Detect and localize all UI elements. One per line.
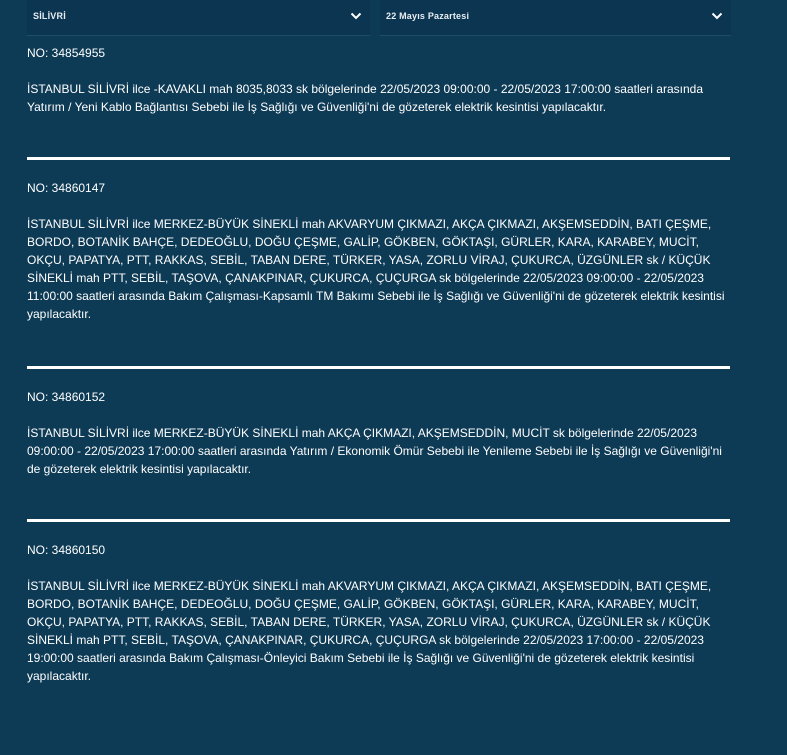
notice-text: İSTANBUL SİLİVRİ ilce MERKEZ-BÜYÜK SİNEKLİ mah AKÇA ÇIKMAZI, AKŞEMSEDDİN, MUCİT sk bölgelerinde 22/05/2023 09:00:00 - 22/05/2023 17:00:00 saatleri arasında Yatırım / Ekonomik Ömür Sebebi ile Yenileme Sebebi ile İş Sağlığı ve Güvenliği'ni de gözeterek elektrik kesintisi yapılacaktır.: [27, 426, 722, 476]
outage-notice: [27, 181, 731, 323]
notice-number: NO: 34860152: [27, 390, 106, 404]
date-select[interactable]: [380, 0, 731, 36]
chevron-down-icon: [350, 11, 362, 21]
notice-text: İSTANBUL SİLİVRİ ilce MERKEZ-BÜYÜK SİNEKLİ mah AKVARYUM ÇIKMAZI, AKÇA ÇIKMAZI, AKŞEMSEDDİN, BATI ÇEŞME, BORDO, BOTANİK BAHÇE, DEDEOĞLU, DOĞU ÇEŞME, GALİP, GÖKBEN, GÖKTAŞI, GÜRLER, KARA, KARABEY, MUCİT, OKÇU, PAPATYA, PTT, RAKKAS, SEBİL, TABAN DERE, TÜRKER, YASA, ZORLU VİRAJ, ÇUKURCA, ÜZGÜNLER sk / KÜÇÜK SİNEKLİ mah PTT, SEBİL, TAŞOVA, ÇANAKPINAR, ÇUKURCA, ÇUÇURGA sk bölgelerinde 22/05/2023 09:00:00 - 22/05/2023 11:00:00 saatleri arasında Bakım Çalışması-Kapsamlı TM Bakımı Sebebi ile İş Sağlığı ve Güvenliği'ni de gözeterek elektrik kesintisi yapılacaktır.: [27, 217, 725, 321]
district-select[interactable]: [27, 0, 370, 36]
notice-text: İSTANBUL SİLİVRİ ilce MERKEZ-BÜYÜK SİNEKLİ mah AKVARYUM ÇIKMAZI, AKÇA ÇIKMAZI, AKŞEMSEDDİN, BATI ÇEŞME, BORDO, BOTANİK BAHÇE, DEDEOĞLU, DOĞU ÇEŞME, GALİP, GÖKBEN, GÖKTAŞI, GÜRLER, KARA, KARABEY, MUCİT, OKÇU, PAPATYA, PTT, RAKKAS, SEBİL, TABAN DERE, TÜRKER, YASA, ZORLU VİRAJ, ÇUKURCA, ÜZGÜNLER sk / KÜÇÜK SİNEKLİ mah PTT, SEBİL, TAŞOVA, ÇANAKPINAR, ÇUKURCA, ÇUÇURGA sk bölgelerinde 22/05/2023 17:00:00 - 22/05/2023 19:00:00 saatleri arasında Bakım Çalışması-Önleyici Bakım Sebebi ile İş Sağlığı ve Güvenliği'ni de gözeterek elektrik kesintisi yapılacaktır.: [27, 579, 712, 683]
district-select-value: SİLİVRİ: [33, 11, 66, 21]
notice-number: NO: 34860147: [27, 181, 106, 195]
outage-notice: [27, 390, 731, 478]
notice-divider: [27, 157, 730, 160]
filter-bar: [27, 0, 731, 36]
chevron-down-icon: [711, 11, 723, 21]
notice-divider: [27, 519, 730, 522]
date-select-value: 22 Mayıs Pazartesi: [386, 11, 470, 21]
notice-number: NO: 34860150: [27, 543, 106, 557]
notice-divider: [27, 366, 730, 369]
notice-text: İSTANBUL SİLİVRİ ilce -KAVAKLI mah 8035,8033 sk bölgelerinde 22/05/2023 09:00:00 - 22/05/2023 17:00:00 saatleri arasında Yatırım / Yeni Kablo Bağlantısı Sebebi ile İş Sağlığı ve Güvenliği'ni de gözeterek elektrik kesintisi yapılacaktır.: [27, 82, 703, 114]
outage-notice: [27, 46, 731, 116]
notice-number: NO: 34854955: [27, 46, 106, 60]
outage-notice: [27, 543, 731, 685]
